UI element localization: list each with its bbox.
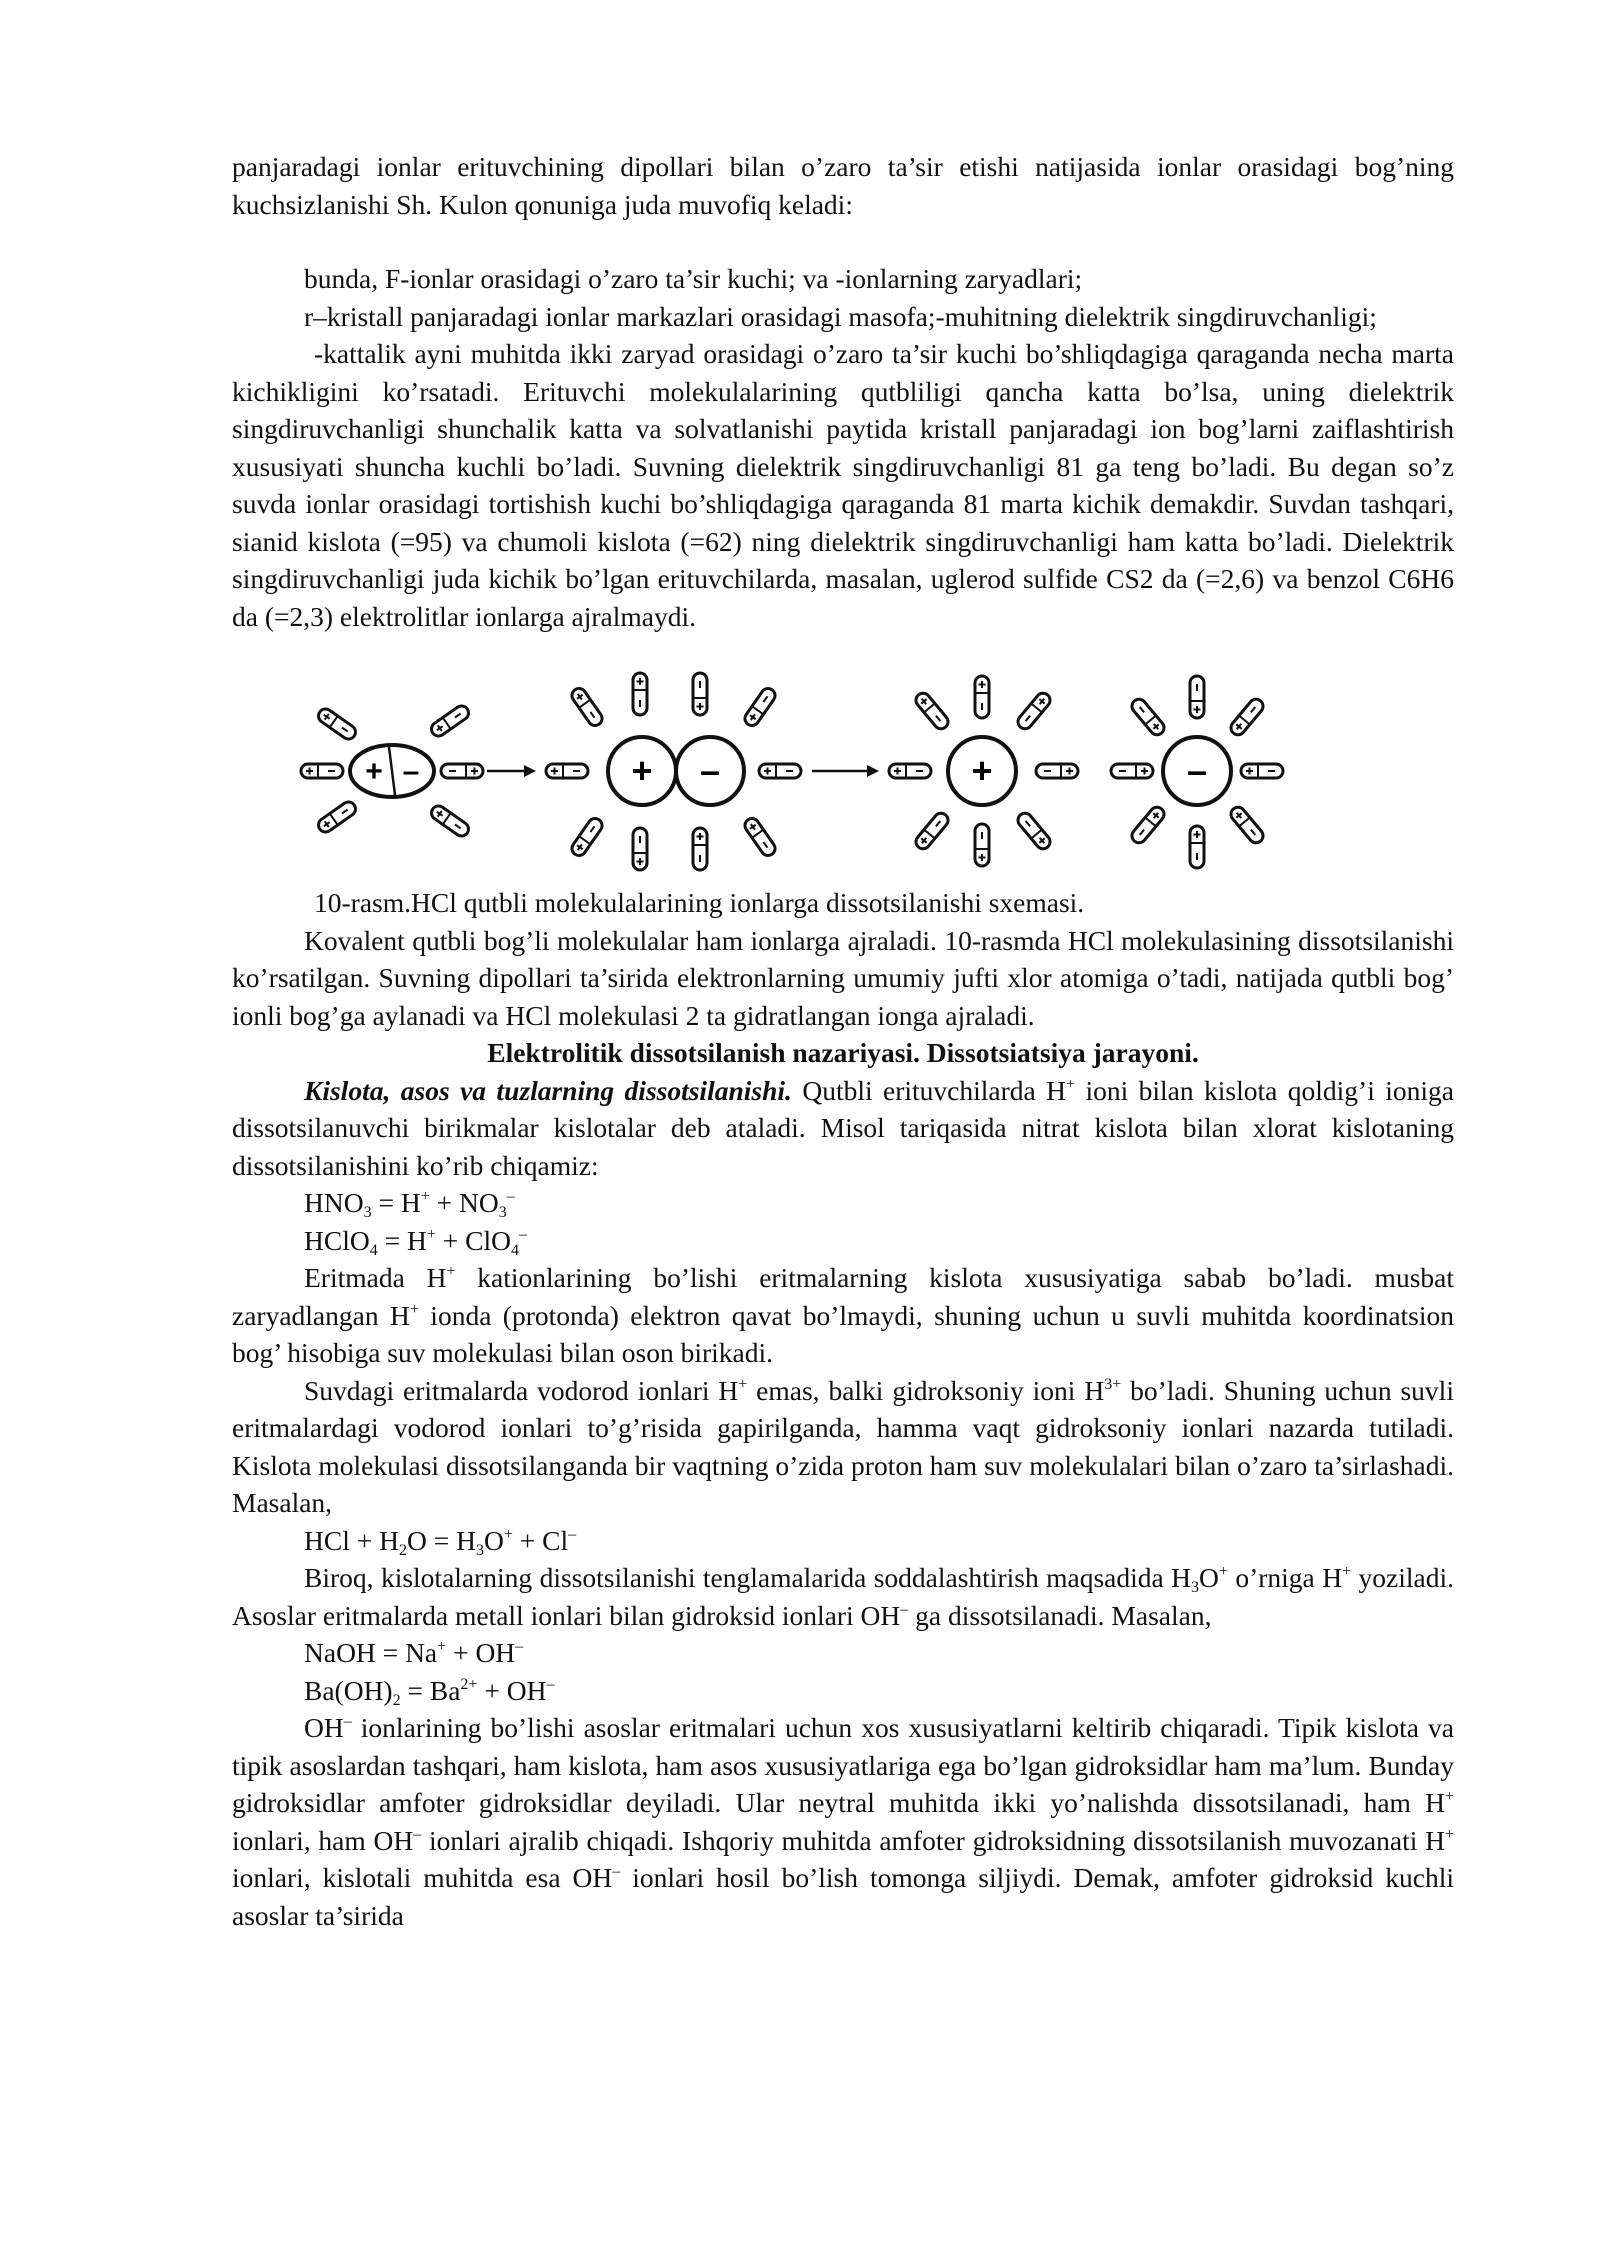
equation-hclo4: HClO$_4$ = H+ + ClO$_4$– [304,1224,527,1259]
equation-hno3: $HNO_3 = H^+ + NO_3^-$ [304,1187,515,1221]
plus-pole: + [365,755,383,788]
ion-pair-group [546,673,801,870]
paragraph-2: bunda, F-ionlar orasidagi o’zaro ta’sir kuchi; va -ionlarning zaryadlari; [304,263,1083,294]
anion-sign: – [699,750,721,791]
section-heading: Elektrolitik dissotsilanish nazariyasi. Dissotsiatsiya jarayoni. [487,1037,1199,1068]
formula-gap [232,223,1454,260]
paragraph-6-title: Kislota, asos va tuzlarning dissotsilanishi. [304,1074,792,1106]
hydrated-cation-sign: + [971,750,993,791]
paragraph-6: Kislota, asos va tuzlarning dissotsilanishi. Qutbli erituvchilarda H+ ioni bilan kislota qoldig’i ioniga dissotsilanuvchi birikmalar kislotalar deb ataladi. Misol tariqasida nitrat kislota bilan xlorat kislotaning dissotsilanishini ko’rib chiqamiz: [232,1074,1454,1181]
paragraph-10: OH– ionlarining bo’lishi asoslar eritmalari uchun xos xususiyatlarni keltirib chiqaradi. Tipik kislota va tipik asoslardan tashqari, ham kislota, ham asos xususiyatlariga ega bo’lgan gidroksidlar ham ma’lum. Bunday gidroksidlar amfoter gidroksidlar deyiladi. Ular neytral muhitda ikki yo’nalishda dissotsilanadi, ham H+ ionlari, ham OH– ionlari ajralib chiqadi. Ishqoriy muhitda amfoter gidroksidning dissotsilanish muvozanati H+ ionlari, kislotali muhitda esa OH– ionlari hosil bo’lish tomonga siljiydi. Demak, amfoter gidroksid kuchli asoslar ta’sirida [232,1712,1454,1931]
polar-molecule-group [301,703,483,839]
hydrated-anion-sign: – [1186,750,1208,791]
paragraph-8: Suvdagi eritmalarda vodorod ionlari H+ emas, balki gidroksoniy ioni $H^{3+}$ bo’ladi. Shuning uchun suvli eritmalardagi vodorod ionlari to’g’risida gapirilganda, hamma vaqt gidroksoniy ionlari nazarda tutiladi. Kislota molekulasi dissotsilanganda bir vaqtning o’zida proton ham suv molekulalari bilan o’zaro ta’sirlashadi. Masalan, [232,1374,1454,1518]
equation-hcl-h2o: HCl + $H_2O = H_3O^+ + Cl^-$ [304,1524,577,1559]
equation-naoh: NaOH = Na+ + OH– [304,1637,524,1668]
cation-sign: + [631,750,653,791]
paragraph-9: Biroq, kislotalarning dissotsilanishi tenglamalarida soddalashtirish maqsadida $H_3O^+$ o’rniga H+ yoziladi. Asoslar eritmalarda metall ionlari bilan gidroksid ionlari OH– ga dissotsilanadi. Masalan, [232,1562,1454,1631]
dissociation-scheme-diagram [292,659,1332,884]
document-page [232,148,1454,1934]
minus-pole: – [402,755,420,788]
hydrated-anion-group [1111,676,1283,868]
figure-caption: 10-rasm.HCl qutbli molekulalarining ionlarga dissotsilanishi sxemasi. [314,887,1085,918]
hydrated-cation-group [889,676,1078,866]
hcl-dissociation-figure [232,659,1454,884]
paragraph-3: r–kristall panjaradagi ionlar markazlari orasidagi masofa;-muhitning dielektrik singdiruvchanligi; [304,300,1377,332]
equation-baoh2: $Ba(OH)_2 = Ba^{2+} + OH^-$ [304,1674,555,1709]
paragraph-4: -kattalik ayni muhitda ikki zaryad orasidagi o’zaro ta’sir kuchi bo’shliqdagiga qaraganda necha marta kichikligini ko’rsatadi. Erituvchi molekulalarining qutbliligi qancha katta bo’lsa, uning dielektrik singdiruvchanligi shunchalik katta va solvatlanishi paytida kristall panjaradagi ion bog’larni zaiflashtirish xususiyati shuncha kuchli bo’ladi. Suvning dielektrik singdiruvchanligi 81 ga teng bo’ladi. Bu degan so’z suvda ionlar orasidagi tortishish kuchi bo’shliqdagiga qaraganda 81 marta kichik demakdir. Suvdan tashqari, sianid kislota (=95) va chumoli kislota (=62) ning dielektrik singdiruvchanligi ham katta bo’ladi. Dielektrik singdiruvchanligi juda kichik bo’lgan erituvchilarda, masalan, uglerod sulfide CS2 da (=2,6) va benzol C6H6 da (=2,3) elektrolitlar ionlarga ajralmaydi. [232,338,1454,632]
paragraph-7: Eritmada H+ kationlarining bo’lishi eritmalarning kislota xususiyatiga sabab bo’ladi. musbat zaryadlangan H+ ionda (protonda) elektron qavat bo’lmaydi, shuning uchun u suvli muhitda koordinatsion bog’ hisobiga suv molekulasi bilan oson birikadi. [232,1262,1455,1368]
paragraph-5: Kovalent qutbli bog’li molekulalar ham ionlarga ajraladi. 10-rasmda HCl molekulasining dissotsilanishi ko’rsatilgan. Suvning dipollari ta’sirida elektronlarning umumiy jufti xlor atomiga o’tadi, natijada qutbli bog’ ionli bog’ga aylanadi va HCl molekulasi 2 ta gidratlangan ionga ajraladi. [232,924,1454,1031]
paragraph-1: panjaradagi ionlar erituvchining dipollari bilan o’zaro ta’sir etishi natijasida ionlar orasidagi bog’ning kuchsizlanishi Sh. Kulon qonuniga juda muvofiq keladi: [232,151,1454,220]
